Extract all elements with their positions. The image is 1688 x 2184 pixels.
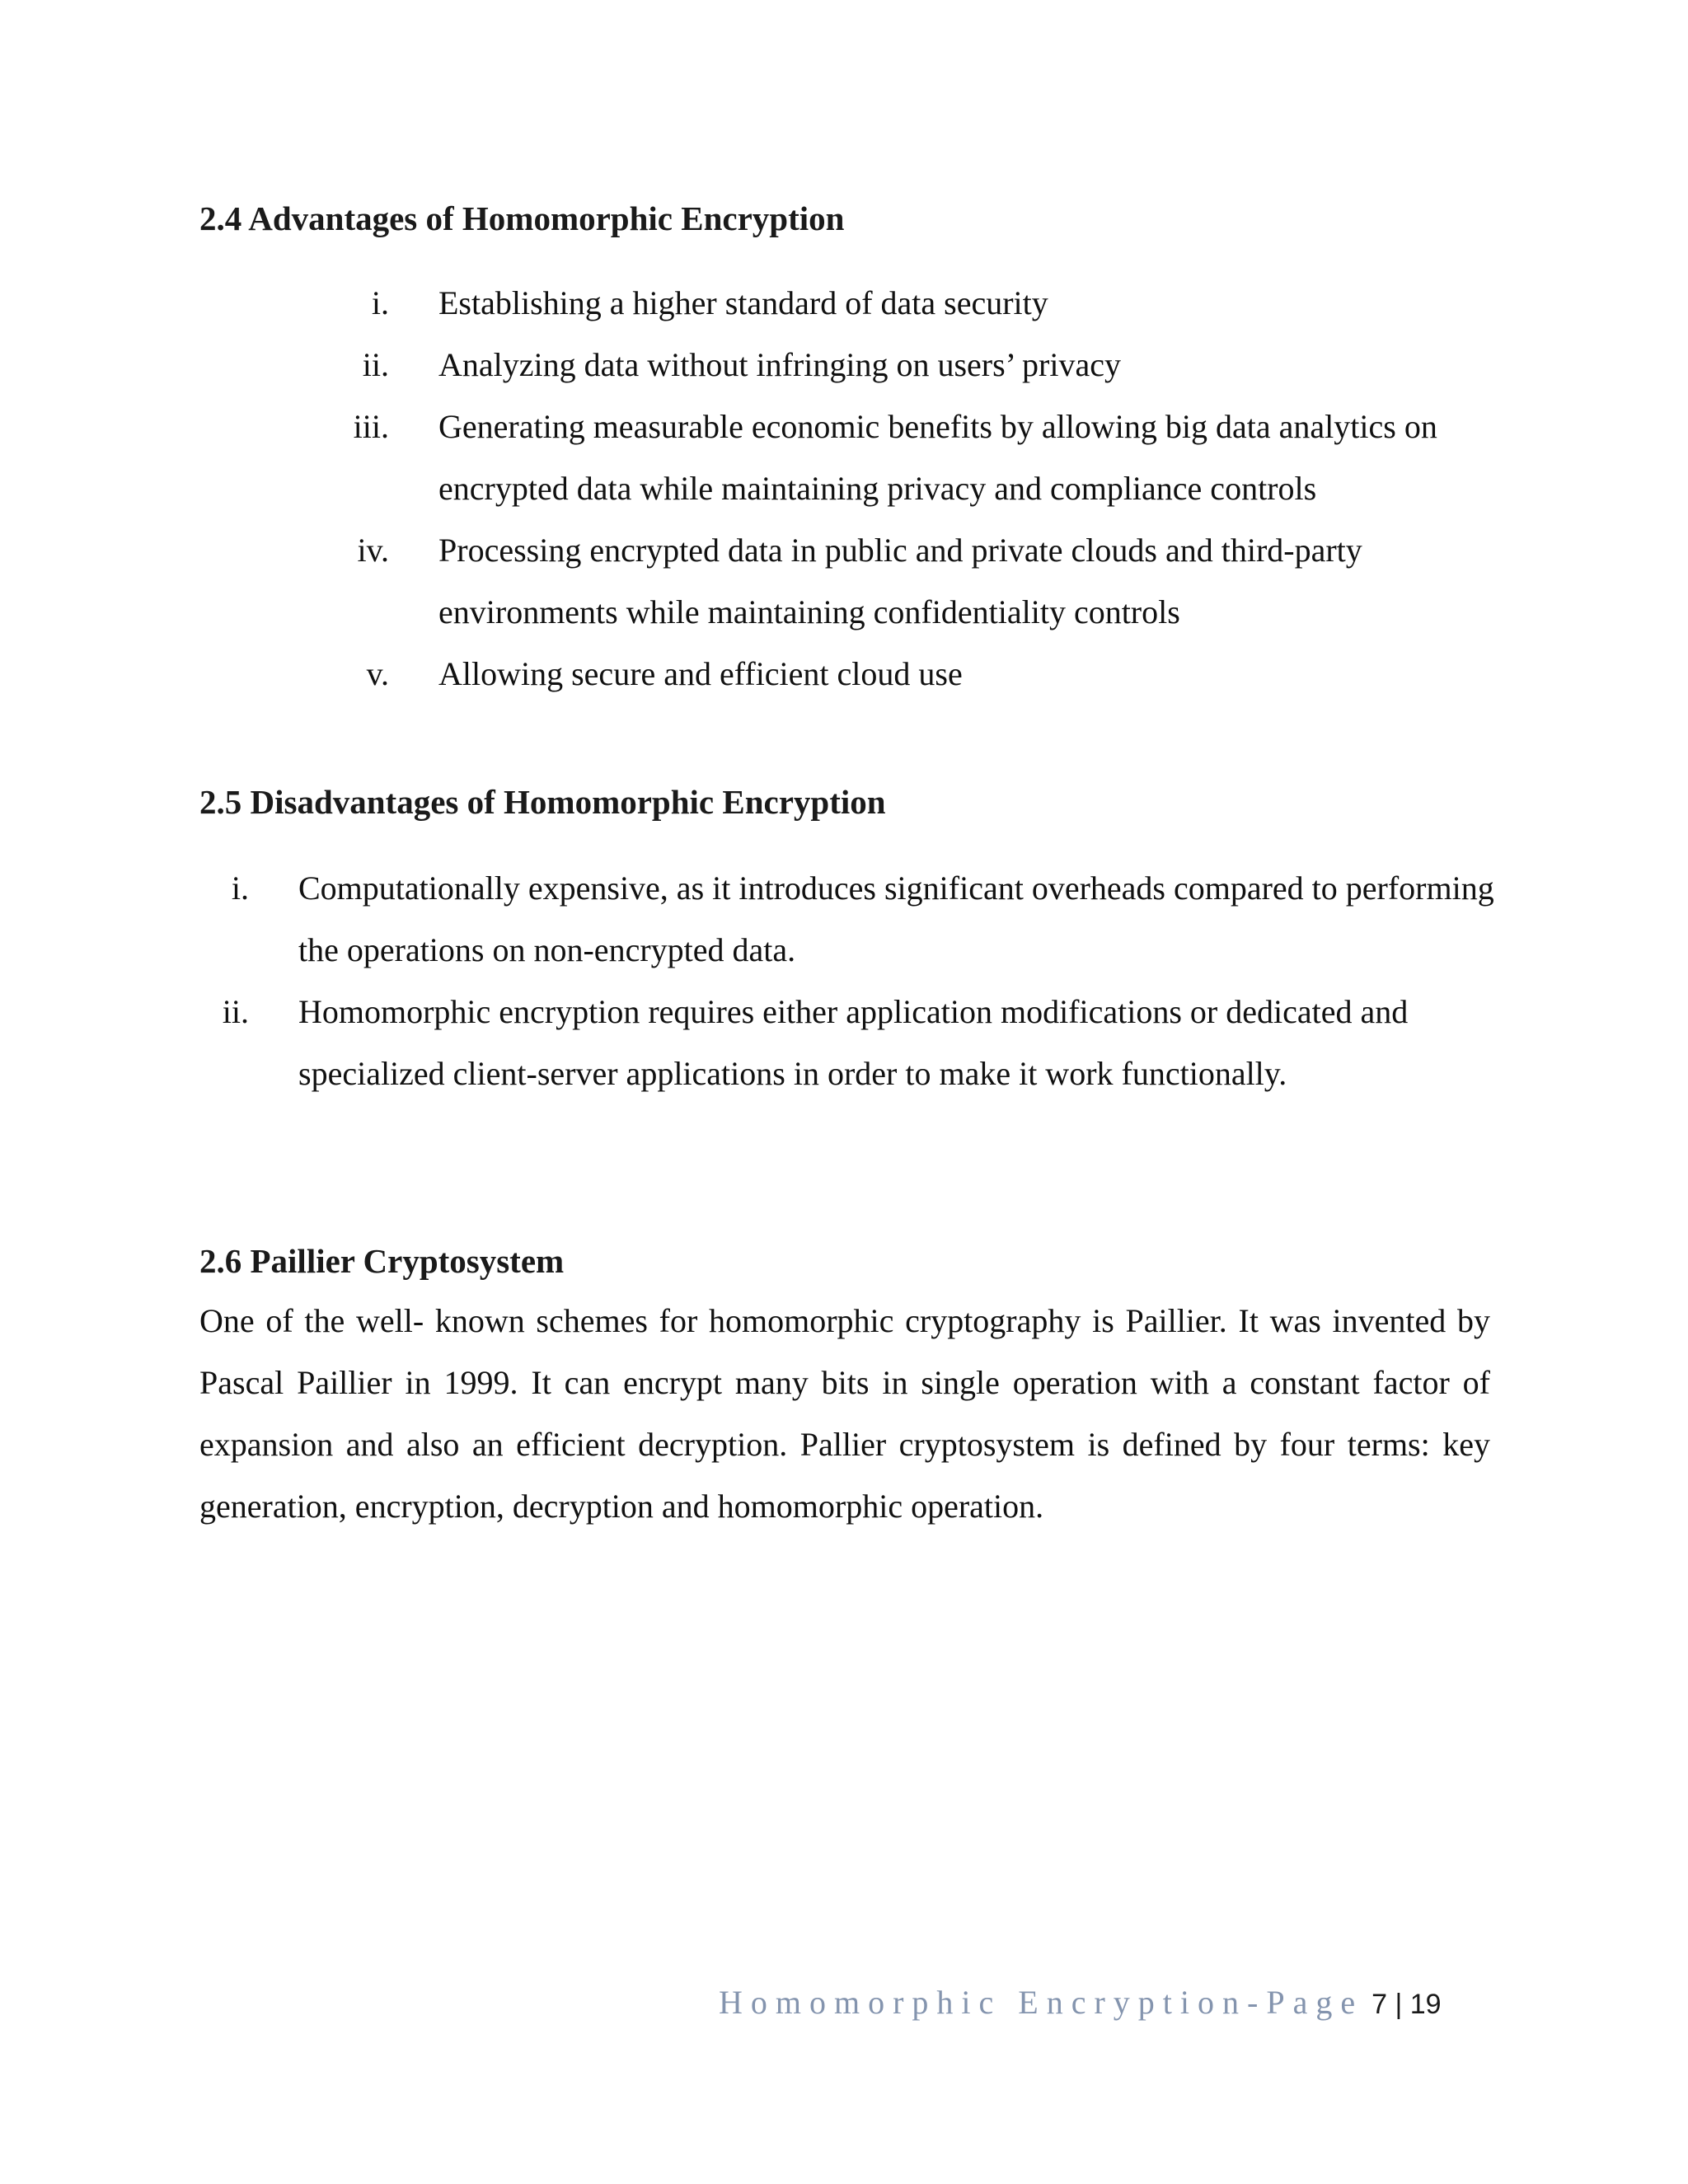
list-item xyxy=(313,334,1500,396)
list-item xyxy=(313,272,1500,334)
list-marker: iv. xyxy=(357,532,389,569)
advantages-list xyxy=(313,272,1500,705)
list-marker: v. xyxy=(366,655,389,692)
list-item xyxy=(181,981,1500,1104)
list-item-text: Processing encrypted data in public and private clouds and third-party environments while maintaining confidentiality controls xyxy=(438,532,1362,630)
page-footer xyxy=(719,1978,1442,2029)
section-heading-disadvantages: 2.5 Disadvantages of Homomorphic Encryption xyxy=(199,783,886,821)
list-marker: i. xyxy=(371,284,389,321)
section-heading-paillier: 2.6 Paillier Cryptosystem xyxy=(199,1242,565,1280)
list-item xyxy=(313,643,1500,705)
page-number: 7 | 19 xyxy=(1372,1989,1442,2020)
list-marker: ii. xyxy=(222,993,249,1030)
list-marker: iii. xyxy=(353,408,389,445)
paillier-paragraph: One of the well- known schemes for homomorphic cryptography is Paillier. It was invented by Pascal Paillier in 1999. It can encrypt many bits in single operation with a constant factor of expansion and also an efficient decryption. Pallier cryptosystem is defined by four terms: key generation, encryption, decryption and homomorphic operation. xyxy=(199,1302,1490,1525)
list-item xyxy=(313,519,1500,643)
footer-title: Homomorphic Encryption-Page xyxy=(719,1984,1364,2021)
list-item-text: Homomorphic encryption requires either application modifications or dedicated and specialized client-server applications in order to make it work functionally. xyxy=(298,993,1409,1092)
disadvantages-list xyxy=(181,857,1500,1104)
list-item xyxy=(313,396,1500,519)
list-marker: i. xyxy=(231,869,249,907)
list-item-text: Computationally expensive, as it introduces significant overheads compared to performing the operations on non-encrypted data. xyxy=(298,869,1494,968)
list-item-text: Analyzing data without infringing on users’ privacy xyxy=(438,346,1121,383)
list-item-text: Allowing secure and efficient cloud use xyxy=(438,655,963,692)
list-item-text: Generating measurable economic benefits by allowing big data analytics on encrypted data while maintaining privacy and compliance controls xyxy=(438,408,1437,507)
list-item xyxy=(181,857,1500,981)
section-heading-advantages: 2.4 Advantages of Homomorphic Encryption xyxy=(199,199,845,237)
list-marker: ii. xyxy=(362,346,389,383)
list-item-text: Establishing a higher standard of data security xyxy=(438,284,1048,321)
